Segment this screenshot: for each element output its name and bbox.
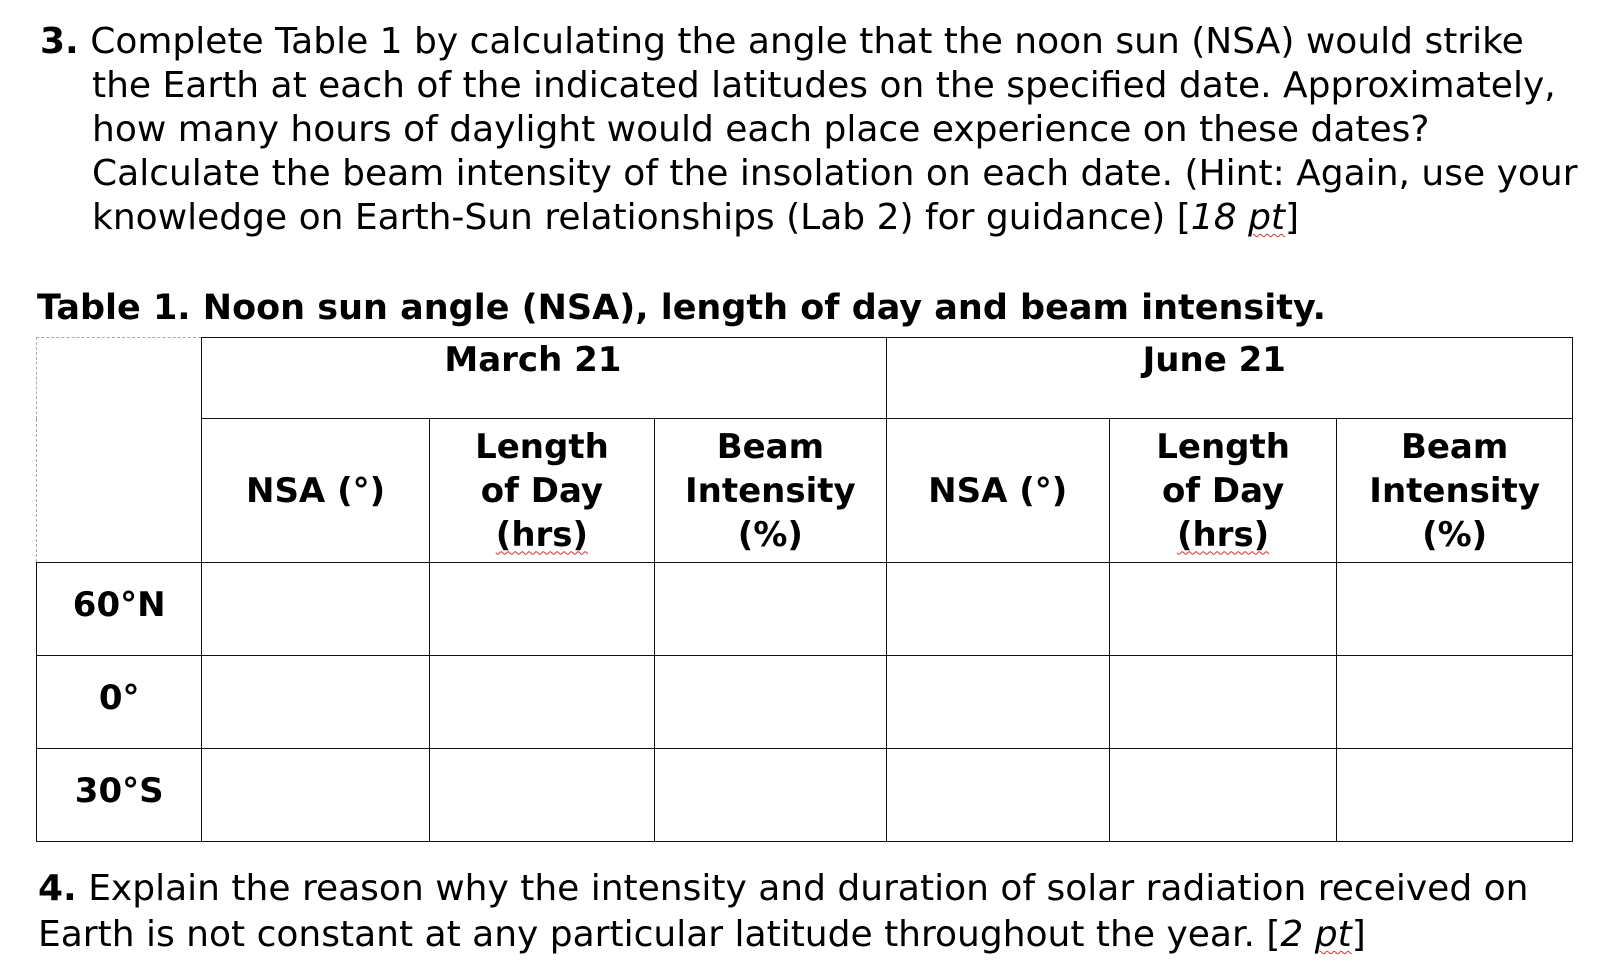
answer-cell-30s-beam-march[interactable] [655, 749, 887, 842]
question-3-points [1191, 197, 1285, 238]
question-4-text-2: Earth is not constant at any particular latitude throughout the year. [ [38, 914, 1281, 955]
latitude-label-0: 0° [37, 656, 202, 749]
answer-cell-0-beam-june[interactable] [1337, 656, 1573, 749]
answer-cell-30s-beam-june[interactable] [1337, 749, 1573, 842]
question-4-points-close: ] [1351, 914, 1366, 955]
date-header-row [37, 338, 1573, 419]
answer-cell-60n-length-march[interactable] [429, 563, 654, 656]
question-4 [38, 866, 1598, 958]
table-title: Table 1. Noon sun angle (NSA), length of day and beam intensity. [37, 288, 1326, 328]
date-header-june [886, 338, 1572, 419]
col-header-length-march: Length of Day (hrs) [429, 419, 654, 563]
answer-cell-60n-length-june[interactable] [1109, 563, 1336, 656]
col-header-beam-june: Beam Intensity (%) [1337, 419, 1573, 563]
question-4-text-1: Explain the reason why the intensity and duration of solar radiation received on [88, 868, 1529, 909]
question-3-line-1 [40, 20, 1600, 64]
answer-cell-30s-nsa-june[interactable] [886, 749, 1109, 842]
question-3-points-close: ] [1285, 197, 1300, 238]
answer-cell-0-length-june[interactable] [1109, 656, 1336, 749]
question-3-text-5: knowledge on Earth-Sun relationships (Lab 2) for guidance) [ [92, 197, 1191, 238]
question-3-line-5 [40, 196, 1600, 240]
question-3 [40, 20, 1600, 240]
question-3-line-2: the Earth at each of the indicated latitudes on the specified date. Approximately, [92, 65, 1556, 106]
table-row-0 [37, 656, 1573, 749]
answer-cell-60n-beam-june[interactable] [1337, 563, 1573, 656]
table-row-60n [37, 563, 1573, 656]
question-3-text-1: Complete Table 1 by calculating the angle that the noon sun (NSA) would strike [90, 21, 1524, 62]
question-3-number: 3. [40, 21, 79, 62]
col-header-nsa-june: NSA (°) [886, 419, 1109, 563]
answer-cell-60n-nsa-june[interactable] [886, 563, 1109, 656]
date-header-march [202, 338, 886, 419]
date-label-march: March 21 [444, 340, 622, 380]
date-label-june: June 21 [1142, 340, 1286, 380]
answer-cell-60n-nsa-march[interactable] [202, 563, 429, 656]
latitude-label-60n: 60°N [37, 563, 202, 656]
answer-cell-60n-beam-march[interactable] [655, 563, 887, 656]
question-4-points-value: 2 [1280, 914, 1304, 955]
col-header-nsa-march: NSA (°) [202, 419, 429, 563]
question-3-line-3: how many hours of daylight would each place experience on these dates? [92, 109, 1430, 150]
answer-cell-30s-length-march[interactable] [429, 749, 654, 842]
data-table [36, 337, 1573, 842]
answer-cell-0-nsa-march[interactable] [202, 656, 429, 749]
col-header-beam-march: Beam Intensity (%) [655, 419, 887, 563]
question-4-points-unit: pt [1314, 914, 1352, 955]
answer-cell-0-beam-march[interactable] [655, 656, 887, 749]
question-3-points-unit: pt [1248, 197, 1286, 238]
question-3-line-4: Calculate the beam intensity of the insolation on each date. (Hint: Again, use your [92, 153, 1578, 194]
question-3-points-value: 18 [1190, 197, 1237, 238]
answer-cell-0-nsa-june[interactable] [886, 656, 1109, 749]
question-4-line-1 [38, 866, 1598, 912]
question-4-number: 4. [38, 868, 77, 909]
answer-cell-30s-length-june[interactable] [1109, 749, 1336, 842]
column-header-row [37, 419, 1573, 563]
table-row-30s [37, 749, 1573, 842]
question-4-points [1280, 914, 1351, 955]
col-header-length-june: Length of Day (hrs) [1109, 419, 1336, 563]
table-corner-cell [37, 338, 202, 563]
answer-cell-0-length-march[interactable] [429, 656, 654, 749]
answer-cell-30s-nsa-march[interactable] [202, 749, 429, 842]
latitude-label-30s: 30°S [37, 749, 202, 842]
question-4-line-2 [38, 912, 1598, 958]
